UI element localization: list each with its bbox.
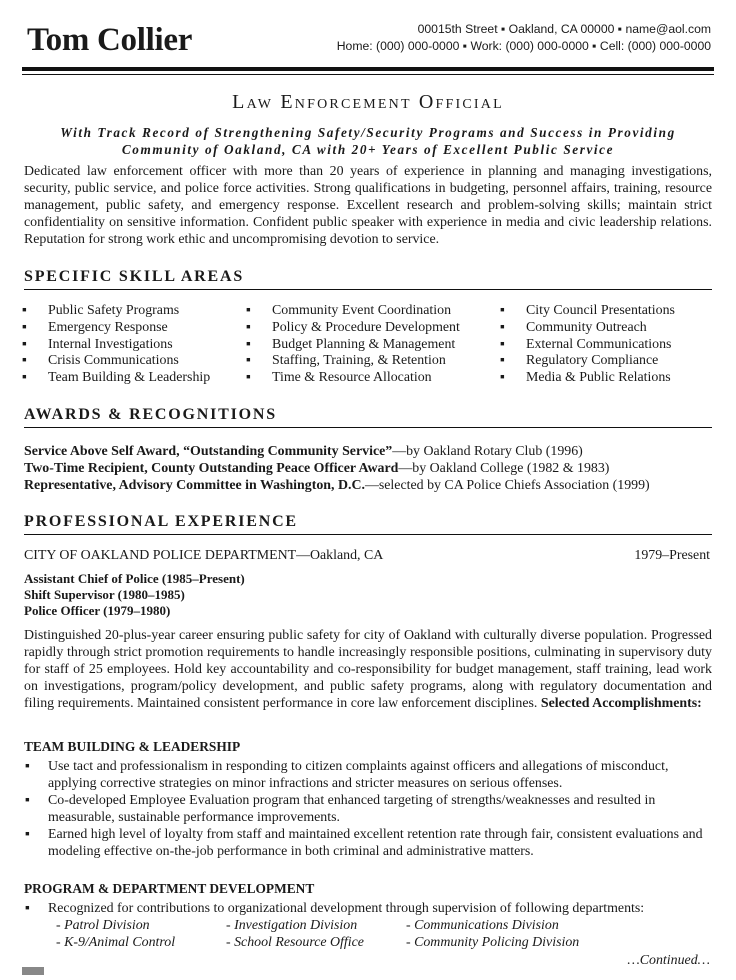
skill-label: Media & Public Relations	[526, 370, 671, 386]
skill-label: Policy & Procedure Development	[272, 319, 460, 335]
continued-note: …Continued…	[627, 953, 710, 968]
accomplishments-label: Selected Accomplishments:	[540, 696, 702, 711]
subheading-team-building: TEAM BUILDING & LEADERSHIP	[24, 739, 241, 754]
skill-item	[246, 353, 460, 370]
phone-line: Home: (000) 000-0000 ▪ Work: (000) 000-0000 ▪ Cell: (000) 000-0000	[336, 39, 711, 53]
division-item: - Community Policing Division	[406, 935, 580, 950]
skill-label: Public Safety Programs	[48, 303, 180, 318]
skill-item	[22, 303, 210, 320]
section-heading-skills: SPECIFIC SKILL AREAS	[24, 268, 712, 290]
bullet-icon: ▪	[246, 353, 251, 369]
bullet-icon: ▪	[246, 319, 251, 335]
bullet-item	[24, 900, 710, 917]
skill-label: Team Building & Leadership	[48, 370, 211, 386]
bullet-text: Recognized for contributions to organizational development through supervision of following departments:	[48, 901, 645, 916]
skill-label: Regulatory Compliance	[526, 353, 659, 369]
skills-column-1	[22, 303, 210, 387]
division-item: - Investigation Division	[226, 918, 358, 933]
skill-item	[500, 337, 675, 354]
bullet-text: Use tact and professionalism in responding to citizen complaints against officers and allegations of misconduct, applying corrective strategies on minor infractions and stricter measures on serious offenses.	[48, 759, 669, 791]
header-rule-thin	[22, 74, 714, 75]
award-item	[24, 477, 716, 494]
skill-item	[22, 353, 210, 370]
bullet-icon: ▪	[500, 336, 505, 352]
award-item	[24, 443, 716, 460]
job-roles	[24, 571, 245, 619]
division-item: - School Resource Office	[226, 935, 364, 950]
skill-item	[246, 303, 460, 320]
skill-label: Time & Resource Allocation	[272, 370, 432, 386]
bullet-item	[24, 826, 710, 860]
skill-item	[22, 370, 210, 387]
employer-line: CITY OF OAKLAND POLICE DEPARTMENT—Oakland, CA	[24, 548, 384, 563]
skill-label: Internal Investigations	[48, 336, 173, 352]
division-item: - Communications Division	[406, 918, 559, 933]
division-item: - Patrol Division	[56, 918, 150, 933]
bullet-icon: ▪	[25, 827, 30, 842]
skill-item	[246, 370, 460, 387]
skill-label: External Communications	[526, 336, 672, 352]
bullet-icon: ▪	[500, 319, 505, 335]
skill-item	[22, 337, 210, 354]
bullet-icon: ▪	[25, 901, 30, 916]
bullet-icon: ▪	[25, 793, 30, 808]
job-role: Shift Supervisor (1980–1985)	[24, 587, 185, 602]
bullet-text: Earned high level of loyalty from staff and maintained excellent retention rate through fair, consistent evaluations and modeling effective on-the-job performance in both criminal and administrative matters.	[48, 827, 703, 859]
header-rule-thick	[22, 67, 714, 71]
skill-label: Staffing, Training, & Retention	[272, 353, 446, 369]
bullet-icon: ▪	[22, 319, 27, 335]
job-role: Assistant Chief of Police (1985–Present)	[24, 571, 245, 586]
award-item	[24, 460, 716, 477]
skill-label: Community Outreach	[526, 319, 647, 335]
team-building-bullets	[24, 758, 710, 860]
bullet-icon: ▪	[22, 303, 27, 318]
skill-item	[22, 320, 210, 337]
employment-dates: 1979–Present	[634, 548, 710, 563]
skill-item	[500, 370, 675, 387]
address-line: 00015th Street ▪ Oakland, CA 00000 ▪ name@aol.com	[417, 22, 711, 36]
contact-info	[337, 21, 711, 55]
experience-description	[24, 627, 712, 712]
bullet-icon: ▪	[246, 370, 251, 386]
division-item: - K-9/Animal Control	[56, 935, 176, 950]
skill-label: City Council Presentations	[526, 303, 675, 318]
skill-item	[246, 337, 460, 354]
bullet-icon: ▪	[246, 303, 251, 318]
bullet-icon: ▪	[500, 303, 505, 318]
bullet-item	[24, 758, 710, 792]
bullet-item	[24, 792, 710, 826]
subheading-program-development: PROGRAM & DEPARTMENT DEVELOPMENT	[24, 881, 315, 896]
skill-item	[500, 320, 675, 337]
bullet-icon: ▪	[22, 336, 27, 352]
program-development-bullets	[24, 900, 710, 917]
skills-column-3	[500, 303, 675, 387]
award-title: Two-Time Recipient, County Outstanding Peace Officer Award	[24, 461, 399, 476]
bullet-icon: ▪	[25, 759, 30, 774]
award-title: Representative, Advisory Committee in Washington, D.C.	[24, 478, 365, 493]
award-detail: —by Oakland College (1982 & 1983)	[398, 461, 610, 476]
resume-subtitle: With Track Record of Strengthening Safety/Security Programs and Success in Providing Community of Oakland, CA with 20+ Years of Excellent Public Service	[60, 125, 676, 157]
bullet-text: Co-developed Employee Evaluation program that enhanced targeting of strengths/weaknesses and resulted in measurable, sustainable performance improvements.	[48, 793, 656, 825]
skills-column-2	[246, 303, 460, 387]
award-title: Service Above Self Award, “Outstanding Community Service”	[24, 444, 393, 459]
experience-description-text: Distinguished 20-plus-year career ensuring public safety for city of Oakland with culturally diverse population. Progressed rapidly through strict promotion requirements to handle increasingly responsible positions, culminating in supervisory duty for staff of 25 employees. Hold key accountability and co-responsibility for budget management, staff training, lead work on investigations, program/policy development, and public safety programs, along with regulatory documentation and filing requirements. Maintained consistent performance in core law enforcement disciplines.	[24, 628, 712, 711]
summary-paragraph: Dedicated law enforcement officer with more than 20 years of experience in planning and managing investigations, security, public service, and police force activities. Strong qualifications in budgeting, personnel affairs, training, resource management, public safety, and emergency response. Excellent research and problem-solving skills; maintain strict confidentiality on sensitive information. Confident public speaker with experience in media and civic leadership relations. Reputation for strong work ethic and uncompromising devotion to service.	[24, 164, 712, 247]
skill-label: Budget Planning & Management	[272, 336, 456, 352]
award-detail: —by Oakland Rotary Club (1996)	[392, 444, 583, 459]
bullet-icon: ▪	[22, 370, 27, 386]
bullet-icon: ▪	[246, 336, 251, 352]
section-heading-experience: PROFESSIONAL EXPERIENCE	[24, 513, 712, 535]
skill-item	[500, 303, 675, 320]
candidate-name: Tom Collier	[27, 22, 193, 58]
skill-item	[500, 353, 675, 370]
bullet-icon: ▪	[500, 370, 505, 386]
skill-label: Community Event Coordination	[272, 303, 452, 318]
section-heading-awards: AWARDS & RECOGNITIONS	[24, 406, 712, 428]
job-role: Police Officer (1979–1980)	[24, 603, 171, 618]
award-detail: —selected by CA Police Chiefs Association (1999)	[364, 478, 650, 493]
skill-item	[246, 320, 460, 337]
bullet-icon: ▪	[500, 353, 505, 369]
skill-label: Emergency Response	[48, 319, 168, 335]
skill-label: Crisis Communications	[48, 353, 179, 369]
resume-title: Law Enforcement Official	[232, 91, 504, 113]
page-corner-mark	[22, 967, 44, 975]
bullet-icon: ▪	[22, 353, 27, 369]
